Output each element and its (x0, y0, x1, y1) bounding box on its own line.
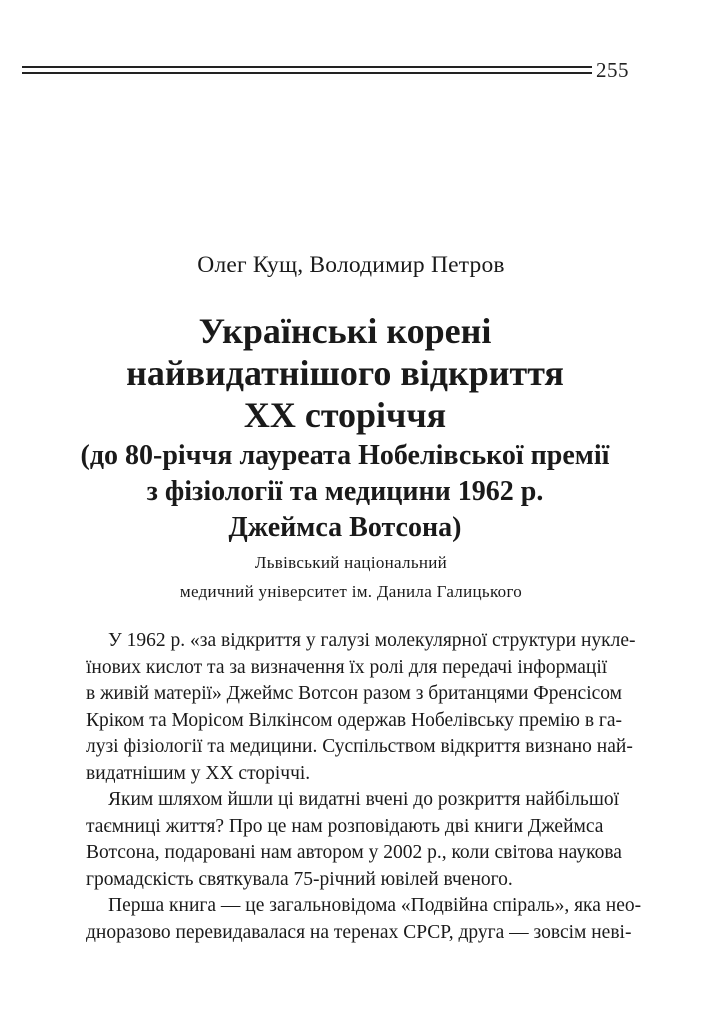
subtitle-line: Джеймса Вотсона) (228, 512, 462, 543)
header-rule-line-2 (22, 72, 592, 74)
body-line: їнових кислот та за визначення їх ролі для передачі інформації (86, 656, 608, 678)
body-line: Кріком та Морісом Вілкінсом одержав Нобелівську премію в га- (86, 709, 623, 731)
body-line: Яким шляхом йшли ці видатні вчені до розкриття найбільшої (108, 789, 619, 810)
body-line: видатнішим у XX сторіччі. (86, 762, 311, 784)
subtitle-line: з фізіології та медицини 1962 р. (146, 476, 544, 507)
title-line: найвидатнішого відкриття (126, 353, 564, 393)
body-line: таємниці життя? Про це нам розповідають дві книги Джеймса (86, 815, 604, 837)
page-number: 255 (596, 58, 629, 82)
body-line: дноразово перевидавалася на теренах СРСР, друга — зовсім неві- (86, 921, 632, 943)
affiliation-line: медичний університет ім. Данила Галицького (179, 582, 523, 601)
body-line: лузі фізіології та медицини. Суспільством відкриття визнано най- (86, 736, 633, 757)
body-line: в живій матерії» Джеймс Вотсон разом з британцями Френсісом (86, 683, 622, 704)
body-line: Вотсона, подаровані нам автором у 2002 р., коли світова наукова (86, 842, 622, 863)
title-line: XX сторіччя (243, 395, 447, 435)
article-authors: Олег Кущ, Володимир Петров (197, 252, 505, 278)
body-line: громадскість святкувала 75-річний ювілей вченого. (86, 868, 513, 890)
title-line: Українські корені (198, 311, 492, 351)
article-subtitle (30, 438, 660, 546)
author-affiliation (0, 548, 702, 606)
subtitle-line: (до 80-річчя лауреата Нобелівської премії (80, 440, 610, 471)
article-title (40, 310, 650, 436)
header-rule-line-1 (22, 66, 592, 68)
body-line: Перша книга — це загальновідома «Подвійна спіраль», яка нео- (108, 895, 642, 916)
article-body (86, 628, 642, 946)
header-rule (22, 66, 592, 74)
body-line: У 1962 р. «за відкриття у галузі молекулярної структури нукле- (108, 630, 636, 651)
affiliation-line: Львівський національний (254, 553, 448, 572)
